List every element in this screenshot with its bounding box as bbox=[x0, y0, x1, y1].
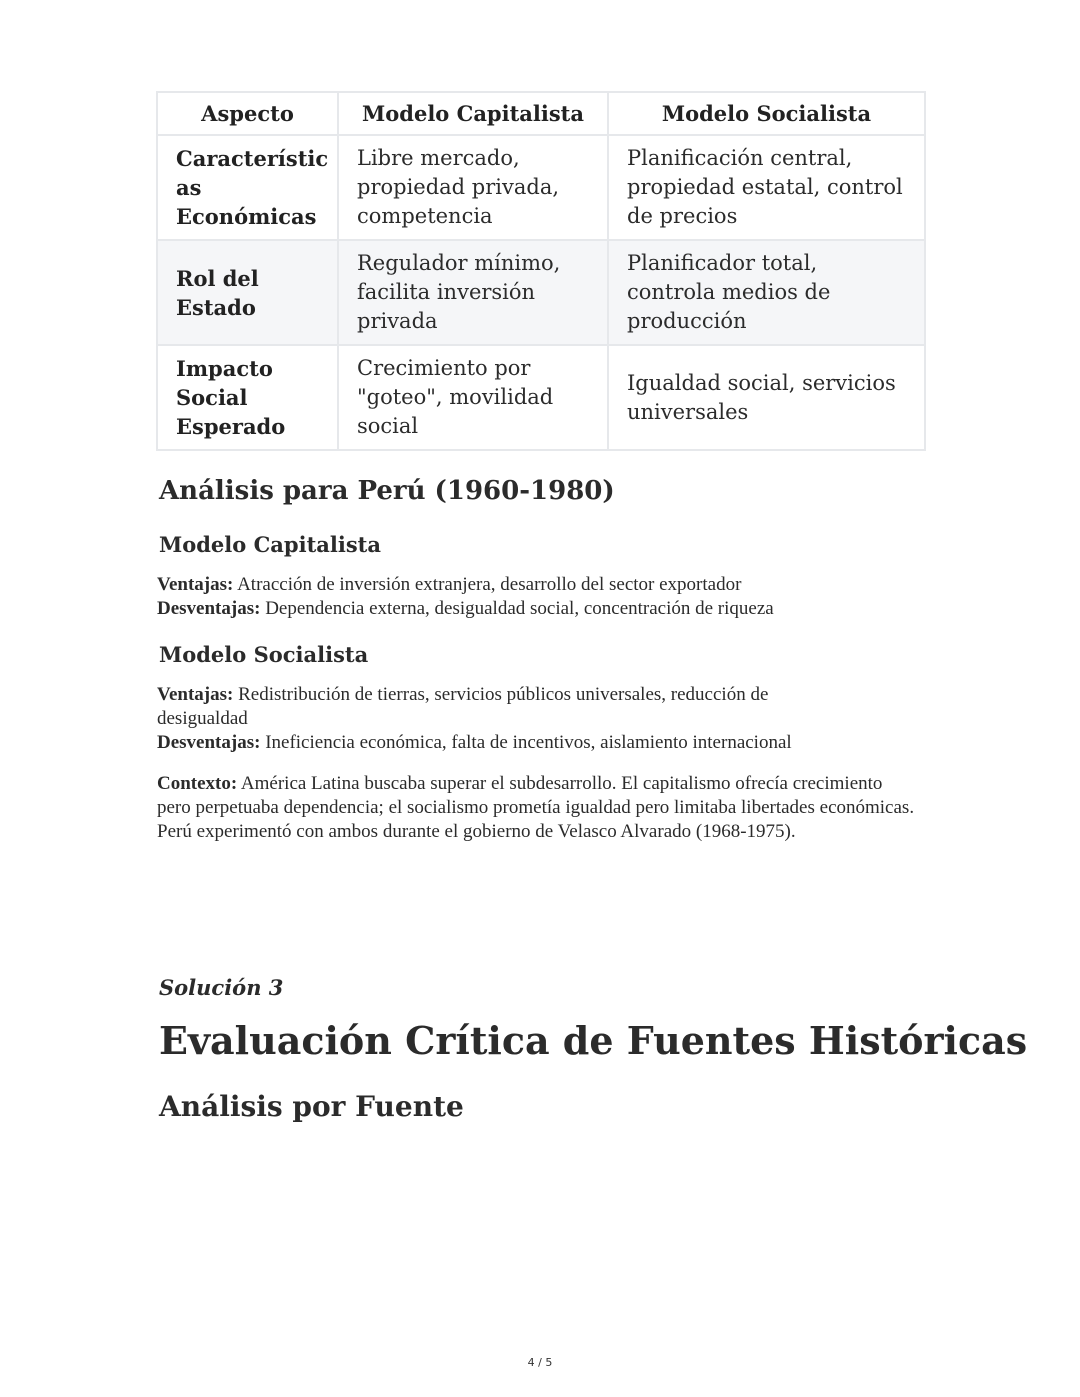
table-cell-aspect: Característic as Económicas bbox=[157, 135, 338, 240]
table-cell: Planificación central, propiedad estatal, control de precios bbox=[608, 135, 925, 240]
disadvantages-text: Dependencia externa, desigualdad social, concentración de riqueza bbox=[265, 598, 774, 619]
table-cell: Libre mercado, propiedad privada, competencia bbox=[338, 135, 608, 240]
table-header-cell: Modelo Socialista bbox=[608, 92, 925, 135]
table-row bbox=[157, 240, 925, 345]
context-paragraph bbox=[157, 772, 917, 844]
solution-title: Evaluación Crítica de Fuentes Históricas bbox=[159, 1018, 1028, 1063]
table-cell: Planificador total, controla medios de producción bbox=[608, 240, 925, 345]
context-text: América Latina buscaba superar el subdesarrollo. El capitalismo ofrecía crecimiento pero perpetuaba dependencia; el socialismo prometía igualdad pero limitaba libertades económicas. Perú experimentó con ambos durante el gobierno de Velasco Alvarado (1968-1975). bbox=[157, 773, 915, 842]
table-cell: Crecimiento por "goteo", movilidad social bbox=[338, 345, 608, 450]
advantages-text: Redistribución de tierras, servicios públicos universales, reducción de desigualdad bbox=[157, 684, 769, 729]
table-cell-aspect: Impacto Social Esperado bbox=[157, 345, 338, 450]
capitalist-model-heading: Modelo Capitalista bbox=[159, 532, 381, 557]
table-row bbox=[157, 345, 925, 450]
table-cell: Regulador mínimo, facilita inversión privada bbox=[338, 240, 608, 345]
table-row bbox=[157, 135, 925, 240]
solution-label: Solución 3 bbox=[159, 975, 284, 1000]
table-header-cell: Aspecto bbox=[157, 92, 338, 135]
table-header-cell: Modelo Capitalista bbox=[338, 92, 608, 135]
table-cell-aspect: Rol del Estado bbox=[157, 240, 338, 345]
socialist-model-paragraph bbox=[157, 683, 857, 755]
analysis-heading: Análisis para Perú (1960-1980) bbox=[159, 476, 615, 506]
context-label: Contexto: bbox=[157, 773, 238, 794]
table-cell: Igualdad social, servicios universales bbox=[608, 345, 925, 450]
table-header-row bbox=[157, 92, 925, 135]
advantages-label: Ventajas: bbox=[157, 574, 234, 595]
socialist-model-heading: Modelo Socialista bbox=[159, 642, 369, 667]
page-number: 4 / 5 bbox=[527, 1356, 553, 1369]
disadvantages-text: Ineficiencia económica, falta de incentivos, aislamiento internacional bbox=[265, 732, 792, 753]
disadvantages-label: Desventajas: bbox=[157, 598, 261, 619]
advantages-label: Ventajas: bbox=[157, 684, 234, 705]
solution-subtitle: Análisis por Fuente bbox=[159, 1090, 464, 1123]
disadvantages-label: Desventajas: bbox=[157, 732, 261, 753]
capitalist-model-paragraph bbox=[157, 573, 927, 621]
advantages-text: Atracción de inversión extranjera, desarrollo del sector exportador bbox=[237, 574, 742, 595]
comparison-table bbox=[156, 91, 926, 451]
